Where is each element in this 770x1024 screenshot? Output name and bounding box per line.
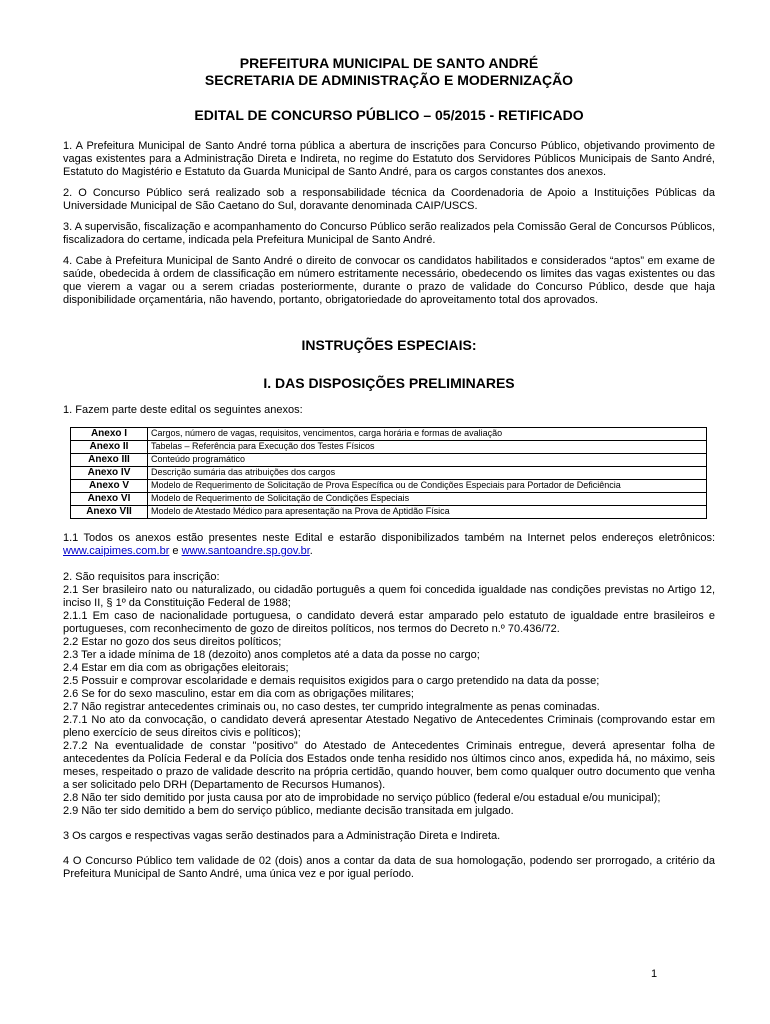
requisito-item: 2.8 Não ter sido demitido por justa causa por ato de improbidade no serviço público (federal e/ou estadual e/ou municipal); bbox=[63, 792, 661, 804]
anexo-key: Anexo I bbox=[71, 428, 148, 441]
anexo-description: Modelo de Requerimento de Solicitação de Prova Específica ou de Condições Especiais para Portador de Deficiência bbox=[148, 480, 707, 493]
anexo-key: Anexo II bbox=[71, 441, 148, 454]
anexo-row bbox=[71, 493, 707, 506]
requisito-item: 2.4 Estar em dia com as obrigações eleitorais; bbox=[63, 662, 289, 674]
requisito-item: 2.2 Estar no gozo dos seus direitos políticos; bbox=[63, 636, 282, 648]
anexo-description: Tabelas – Referência para Execução dos Testes Físicos bbox=[148, 441, 707, 454]
paragraph-4: 4 O Concurso Público tem validade de 02 (dois) anos a contar da data de sua homologação, podendo ser prorrogado, a critério da Prefeitura Municipal de Santo André, uma única vez e por igual período. bbox=[63, 855, 715, 880]
requisito-item: 2.7.1 No ato da convocação, o candidato deverá apresentar Atestado Negativo de Antecedentes Criminais (comprovando estar em pleno exercício de seus direitos civis e políticos); bbox=[63, 714, 715, 739]
intro-paragraph-3: 3. A supervisão, fiscalização e acompanhamento do Concurso Público serão realizados pela Comissão Geral de Concursos Públicos, fiscalizadora do certame, indicada pela Prefeitura Municipal de Santo André. bbox=[63, 221, 715, 246]
intro-paragraph-4: 4. Cabe à Prefeitura Municipal de Santo André o direito de convocar os candidatos habilitados e considerados “aptos” em exame de saúde, obedecida à ordem de classificação em número estritamente necessário, obedecendo os limites das vagas existentes ou das que vierem a vagar ou a serem criadas posteriormente, durante o prazo de validade do Concurso Público, desde que haja disponibilidade orçamentária, não havendo, portanto, obrigatoriedade do aproveitamento total dos aprovados. bbox=[63, 255, 715, 306]
anexo-row bbox=[71, 480, 707, 493]
anexo-description: Modelo de Requerimento de Solicitação de Condições Especiais bbox=[148, 493, 707, 506]
requisito-item: 2.1.1 Em caso de nacionalidade portuguesa, o candidato deverá estar amparado pelo estatuto de igualdade entre brasileiros e portugueses, com reconhecimento de gozo de direitos políticos, nos termos do Decreto n.º 70.436/72. bbox=[63, 610, 715, 635]
p11-text-before: 1.1 Todos os anexos estão presentes neste Edital e estarão disponibilizados também na Internet pelos endereços eletrônicos: bbox=[63, 532, 715, 544]
requisito-item: 2.7 Não registrar antecedentes criminais ou, no caso destes, ter cumprido integralmente as penas cominadas. bbox=[63, 701, 600, 713]
anexo-description: Modelo de Atestado Médico para apresentação na Prova de Aptidão Física bbox=[148, 506, 707, 519]
caipimes-link[interactable]: www.caipimes.com.br bbox=[63, 545, 170, 557]
paragraph-1-1 bbox=[63, 532, 715, 558]
paragraph-3: 3 Os cargos e respectivas vagas serão destinados para a Administração Direta e Indireta. bbox=[63, 830, 501, 842]
header-secretaria: SECRETARIA DE ADMINISTRAÇÃO E MODERNIZAÇÃO bbox=[204, 72, 574, 88]
anexo-row bbox=[71, 441, 707, 454]
anexo-description: Descrição sumária das atribuições dos cargos bbox=[148, 467, 707, 480]
anexo-row bbox=[71, 506, 707, 519]
santoandre-link[interactable]: www.santoandre.sp.gov.br bbox=[181, 545, 310, 557]
anexo-key: Anexo VI bbox=[71, 493, 148, 506]
p11-text-mid: e bbox=[169, 545, 182, 557]
p11-text-after: . bbox=[309, 545, 313, 557]
requisito-item: 2.3 Ter a idade mínima de 18 (dezoito) anos completos até a data da posse no cargo; bbox=[63, 649, 480, 661]
requisito-item: 2.9 Não ter sido demitido a bem do serviço público, mediante decisão transitada em julgado. bbox=[63, 805, 514, 817]
edital-title: EDITAL DE CONCURSO PÚBLICO – 05/2015 - RETIFICADO bbox=[194, 107, 584, 123]
anexo-key: Anexo V bbox=[71, 480, 148, 493]
anexo-description: Cargos, número de vagas, requisitos, vencimentos, carga horária e formas de avaliação bbox=[148, 428, 707, 441]
anexo-row bbox=[71, 428, 707, 441]
instrucoes-heading: INSTRUÇÕES ESPECIAIS: bbox=[301, 337, 477, 353]
requisitos-list bbox=[63, 571, 715, 818]
requisito-item: 2.7.2 Na eventualidade de constar "positivo" do Atestado de Antecedentes Criminais entregue, deverá apresentar folha de antecedentes da Polícia Federal e da Polícia dos Estados onde tenha residido nos últimos cinco anos, expedida há, no máximo, seis meses, respeitado o prazo de validade descrito na própria certidão, quando houver, bem como qualquer outro documento que venha a ser solicitado pelo DRH (Departamento de Recursos Humanos). bbox=[63, 740, 715, 791]
requisito-item: 2.5 Possuir e comprovar escolaridade e demais requisitos exigidos para o cargo pretendido na data da posse; bbox=[63, 675, 600, 687]
header-prefeitura: PREFEITURA MUNICIPAL DE SANTO ANDRÉ bbox=[239, 55, 539, 71]
requisito-item: 2.6 Se for do sexo masculino, estar em dia com as obrigações militares; bbox=[63, 688, 414, 700]
anexo-key: Anexo III bbox=[71, 454, 148, 467]
section-i-heading: I. DAS DISPOSIÇÕES PRELIMINARES bbox=[263, 375, 515, 391]
page-number: 1 bbox=[651, 968, 658, 980]
document-page bbox=[63, 55, 715, 881]
intro-paragraph-2: 2. O Concurso Público será realizado sob a responsabilidade técnica da Coordenadoria de Apoio a Instituições Públicas da Universidade Municipal de São Caetano do Sul, doravante denominada CAIP/USCS. bbox=[63, 187, 715, 212]
anexos-intro: 1. Fazem parte deste edital os seguintes anexos: bbox=[63, 404, 303, 416]
requisito-item: 2. São requisitos para inscrição: bbox=[63, 571, 220, 583]
anexo-row bbox=[71, 454, 707, 467]
anexos-table bbox=[70, 427, 707, 519]
intro-paragraph-1: 1. A Prefeitura Municipal de Santo André torna pública a abertura de inscrições para Concurso Público, objetivando provimento de vagas existentes para a Administração Direta e Indireta, no regime do Estatuto dos Servidores Públicos Municipais de Santo André, Estatuto do Magistério e Estatuto da Guarda Municipal de Santo André, para os cargos constantes dos anexos. bbox=[63, 140, 715, 178]
anexo-key: Anexo IV bbox=[71, 467, 148, 480]
anexo-row bbox=[71, 467, 707, 480]
requisito-item: 2.1 Ser brasileiro nato ou naturalizado, ou cidadão português a quem foi concedida igualdade nas condições previstas no Artigo 12, inciso II, § 1º da Constituição Federal de 1988; bbox=[63, 584, 715, 609]
anexo-description: Conteúdo programático bbox=[148, 454, 707, 467]
anexo-key: Anexo VII bbox=[71, 506, 148, 519]
